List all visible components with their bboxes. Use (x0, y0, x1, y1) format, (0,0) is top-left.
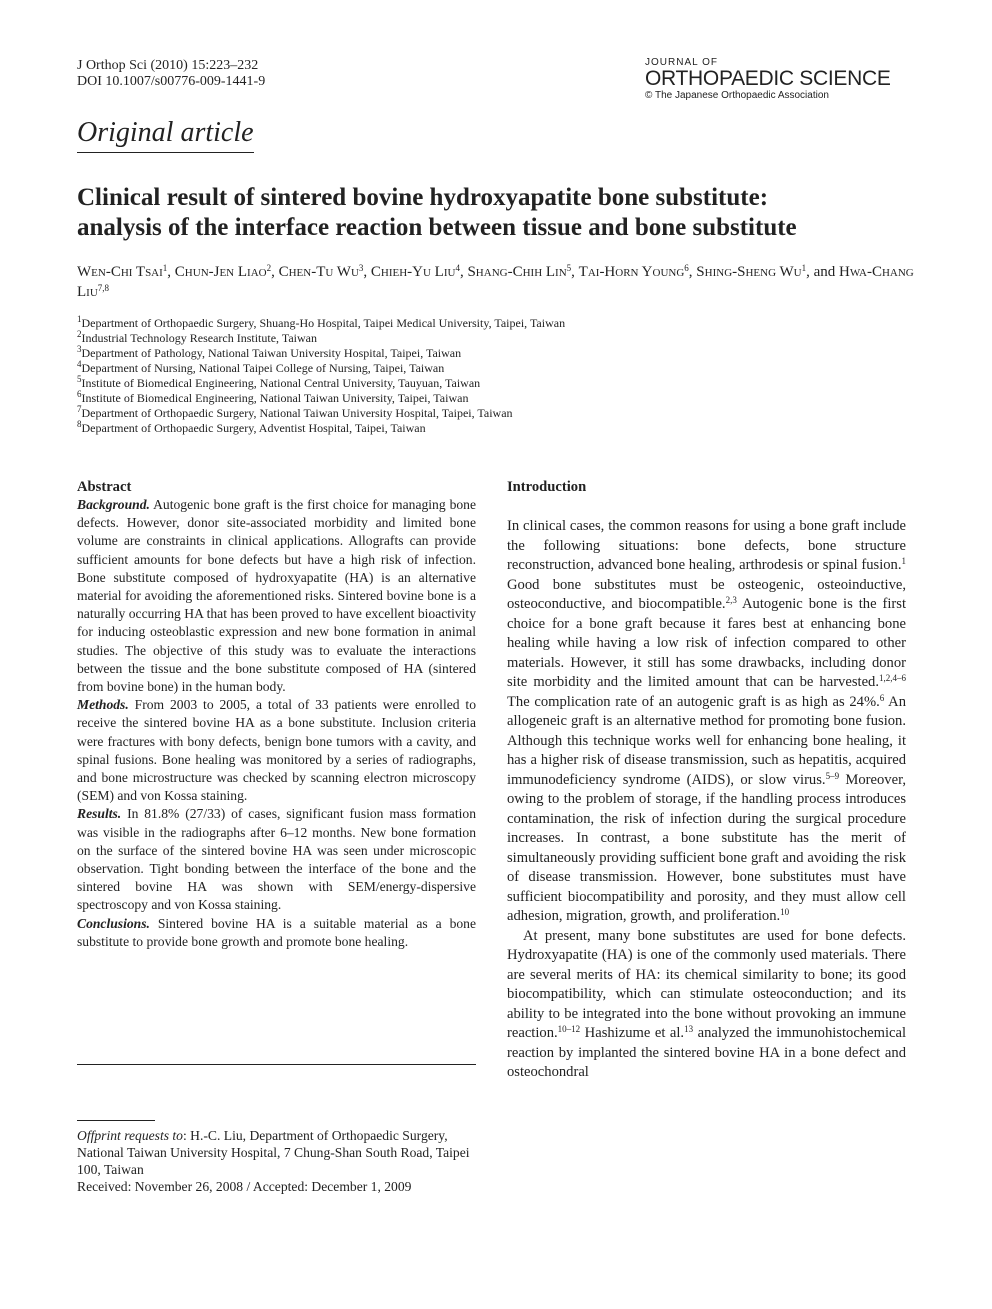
text-run: At present, many bone substitutes are used for bone defects. Hydroxyapatite (HA) is one of the commonly used materials. There are several merits of HA: its chemical similarity to bone; its good biocompatibility, which can stimulate osteoconduction; and its ability to be integrated into the bone without provoking an immune reaction. (507, 927, 906, 1041)
affiliation-item (77, 316, 565, 331)
affiliation-text: Department of Orthopaedic Surgery, Adventist Hospital, Taipei, Taiwan (81, 421, 426, 435)
author-name: Wen-Chi Tsai (77, 264, 163, 280)
affiliation-item (77, 346, 565, 361)
footnote (77, 1127, 476, 1195)
author-separator: , (688, 264, 697, 280)
introduction-paragraph (507, 517, 906, 927)
citation-ref: 6 (879, 692, 885, 703)
author-name: Chieh-Yu Liu (370, 264, 456, 280)
article-type: Original article (77, 117, 254, 153)
affiliation-number: 8 (77, 419, 82, 429)
affiliation-item (77, 391, 565, 406)
author-affiliation-mark: 2 (266, 263, 272, 273)
citation-doi: DOI 10.1007/s00776-009-1441-9 (77, 74, 266, 89)
text-run: Autogenic bone is the first choice for a bone graft because it fares best at enhancing bone healing while having a low risk of infection compared to other materials. However, it still has some drawbacks, including donor site morbidity and the limited amount that can be harvested. (507, 596, 907, 690)
abstract-methods (77, 696, 476, 805)
abstract-results-label: Results. (77, 806, 122, 822)
author-separator: , (459, 264, 468, 280)
citation-ref: 10–12 (557, 1024, 581, 1034)
author-affiliation-mark: 4 (455, 263, 460, 273)
affiliation-item (77, 331, 565, 346)
introduction-body (507, 517, 906, 1083)
author-name: Hwa-Chang Liu (77, 264, 914, 300)
affiliation-text: Department of Orthopaedic Surgery, Shuang-Ho Hospital, Taipei Medical University, Taipei, Taiwan (81, 316, 566, 330)
author-name: Chun-Jen Liao (174, 264, 267, 280)
citation-journal: J Orthop Sci (2010) 15:223–232 (77, 58, 259, 73)
author-separator: , (571, 264, 579, 280)
introduction-paragraph (507, 927, 906, 1083)
affiliation-text: Department of Nursing, National Taipei College of Nursing, Taipei, Taiwan (81, 361, 445, 375)
affiliation-number: 2 (77, 329, 82, 339)
affiliation-number: 7 (77, 404, 82, 414)
text-run: Moreover, owing to the problem of storage, if the handling process introduces contamination, the risk of infection during the surgical procedure increases. In contrast, a bone substitute has the merit of simultaneously providing sufficient bone graft and avoiding the risk of disease transmission. However, bone substitutes must have sufficient biocompatibility and porosity, and they must allow cell adhesion, migration, growth, and proliferation. (507, 771, 906, 924)
abstract-conclusions-label: Conclusions. (77, 915, 150, 931)
abstract-methods-text: From 2003 to 2005, a total of 33 patients were enrolled to receive the sintered bovine HA as a bone substitute. Inclusion criteria were fractures with bony defects, benign bone tumors with a cavity, and spinal fusions. Bone healing was monitored by a series of radiographs, and bone microstructure was checked by scanning electron microscopy (SEM) and von Kossa staining. (77, 697, 477, 804)
affiliation-text: Institute of Biomedical Engineering, National Taiwan University, Taipei, Taiwan (81, 391, 469, 405)
citation-ref: 1,2,4–6 (879, 673, 906, 683)
affiliation-text: Institute of Biomedical Engineering, National Central University, Tauyuan, Taiwan (81, 376, 481, 390)
affiliation-number: 1 (77, 314, 82, 324)
introduction-heading: Introduction (507, 479, 587, 495)
paper-title-line: analysis of the interface reaction between tissue and bone substitute (77, 214, 797, 241)
citation-ref: 13 (684, 1024, 694, 1034)
received-accepted: Received: November 26, 2008 / Accepted: December 1, 2009 (77, 1179, 412, 1194)
text-run: The complication rate of an autogenic graft is as high as 24%. (507, 693, 880, 710)
author-affiliation-mark: 5 (566, 263, 572, 273)
affiliation-number: 6 (77, 389, 82, 399)
affiliation-number: 4 (77, 359, 82, 369)
author-affiliation-mark: 7,8 (97, 283, 110, 293)
author-affiliation-mark: 3 (358, 263, 364, 273)
abstract-column (77, 478, 476, 951)
author-separator: , and (806, 264, 840, 280)
author-separator: , (271, 264, 279, 280)
abstract-results (77, 805, 476, 914)
abstract-background (77, 496, 476, 696)
author-name: Tai-Horn Young (578, 264, 685, 280)
abstract-conclusions (77, 915, 476, 951)
offprint-text: : H.-C. Liu, Department of Orthopaedic Surgery, National Taiwan University Hospital, 7 Chung-Shan South Road, Taipei 100, Taiwan (77, 1128, 470, 1177)
citation-ref: 10 (780, 907, 790, 917)
affiliation-item (77, 361, 565, 376)
text-run: In clinical cases, the common reasons for using a bone graft include the following situations: bone defects, bone structure reconstruction, advanced bone healing, arthrodesis or spinal fusion. (507, 518, 906, 573)
abstract-conclusions-text: Sintered bovine HA is a suitable material as a bone substitute to provide bone growth and promote bone healing. (77, 915, 476, 949)
affiliation-number: 5 (77, 374, 82, 384)
text-run: Hashizume et al. (580, 1025, 685, 1041)
journal-logo (645, 57, 891, 102)
journal-logo-copyright: © The Japanese Orthopaedic Association (645, 90, 829, 101)
paper-title-line: Clinical result of sintered bovine hydroxyapatite bone substitute: (77, 184, 769, 211)
author-separator: , (167, 264, 175, 280)
affiliation-item (77, 406, 565, 421)
citation-ref: 1 (901, 556, 906, 566)
abstract-background-label: Background. (77, 497, 150, 512)
author-list (77, 262, 917, 302)
author-affiliation-mark: 1 (801, 263, 807, 273)
text-run: Good bone substitutes must be osteogenic, osteoinductive, osteoconductive, and biocompatible. (507, 576, 906, 612)
author-name: Shang-Chih Lin (467, 264, 567, 280)
offprint-request (77, 1127, 476, 1178)
text-run: An allogeneic graft is an alternative method for promoting bone fusion. Although this technique works well for enhancing bone healing, it has a higher risk of disease transmission, such as hepatitis, acquired immunodeficiency syndrome (AIDS), or slow virus. (507, 693, 906, 788)
paper-title (77, 183, 937, 243)
author-name: Shing-Sheng Wu (696, 264, 802, 280)
abstract-methods-label: Methods. (77, 697, 129, 713)
author-affiliation-mark: 1 (162, 263, 168, 273)
affiliation-text: Department of Pathology, National Taiwan University Hospital, Taipei, Taiwan (81, 346, 462, 360)
abstract-results-text: In 81.8% (27/33) of cases, significant fusion mass formation was visible in the radiographs after 6–12 months. New bone formation on the surface of the sintered bovine HA was seen under microscopic observation. Tight bonding between the interface of the bone and the sintered bovine HA was shown with SEM/energy-dispersive spectroscopy and von Kossa staining. (77, 806, 476, 913)
citation-block (77, 58, 265, 90)
offprint-label: Offprint requests to (77, 1128, 183, 1143)
affiliation-text: Department of Orthopaedic Surgery, National Taiwan University Hospital, Taipei, Taiwan (81, 406, 513, 420)
footnote-divider (77, 1120, 155, 1121)
text-run: analyzed the immunohistochemical reaction by implanted the sintered bovine HA in a bone defect and osteochondral (507, 1025, 907, 1080)
affiliation-item (77, 421, 565, 436)
affiliation-number: 3 (77, 344, 82, 354)
journal-logo-name: ORTHOPAEDIC SCIENCE (645, 67, 891, 90)
author-affiliation-mark: 6 (684, 263, 689, 273)
citation-ref: 5–9 (825, 770, 840, 781)
citation-ref: 2,3 (725, 595, 737, 605)
abstract-divider (77, 1064, 476, 1065)
abstract-background-text: Autogenic bone graft is the first choice for managing bone defects. However, donor site-associated morbidity and limited bone volume are constraints in clinical applications. Allografts can provide sufficient amounts for bone defects but have a high risk of infection. Bone substitute composed of hydroxyapatite (HA) is an alternative material for avoiding the aforementioned risks. Sintered bovine bone is a naturally occurring HA that has been proved to have excellent bioactivity for inducing osteoblastic expression and new bone formation in animal studies. The objective of this study was to evaluate the interactions between the tissue and the bone substitute composed of HA (sintered from bovine bone) in the human body. (77, 497, 476, 695)
abstract-body (77, 496, 476, 951)
introduction-column (507, 478, 906, 1083)
author-separator: , (363, 264, 371, 280)
journal-logo-small: JOURNAL OF (645, 57, 718, 68)
author-name: Chen-Tu Wu (278, 264, 359, 280)
affiliation-item (77, 376, 565, 391)
affiliation-text: Industrial Technology Research Institute, Taiwan (81, 331, 317, 345)
abstract-heading: Abstract (77, 479, 132, 495)
affiliation-list (77, 316, 565, 436)
